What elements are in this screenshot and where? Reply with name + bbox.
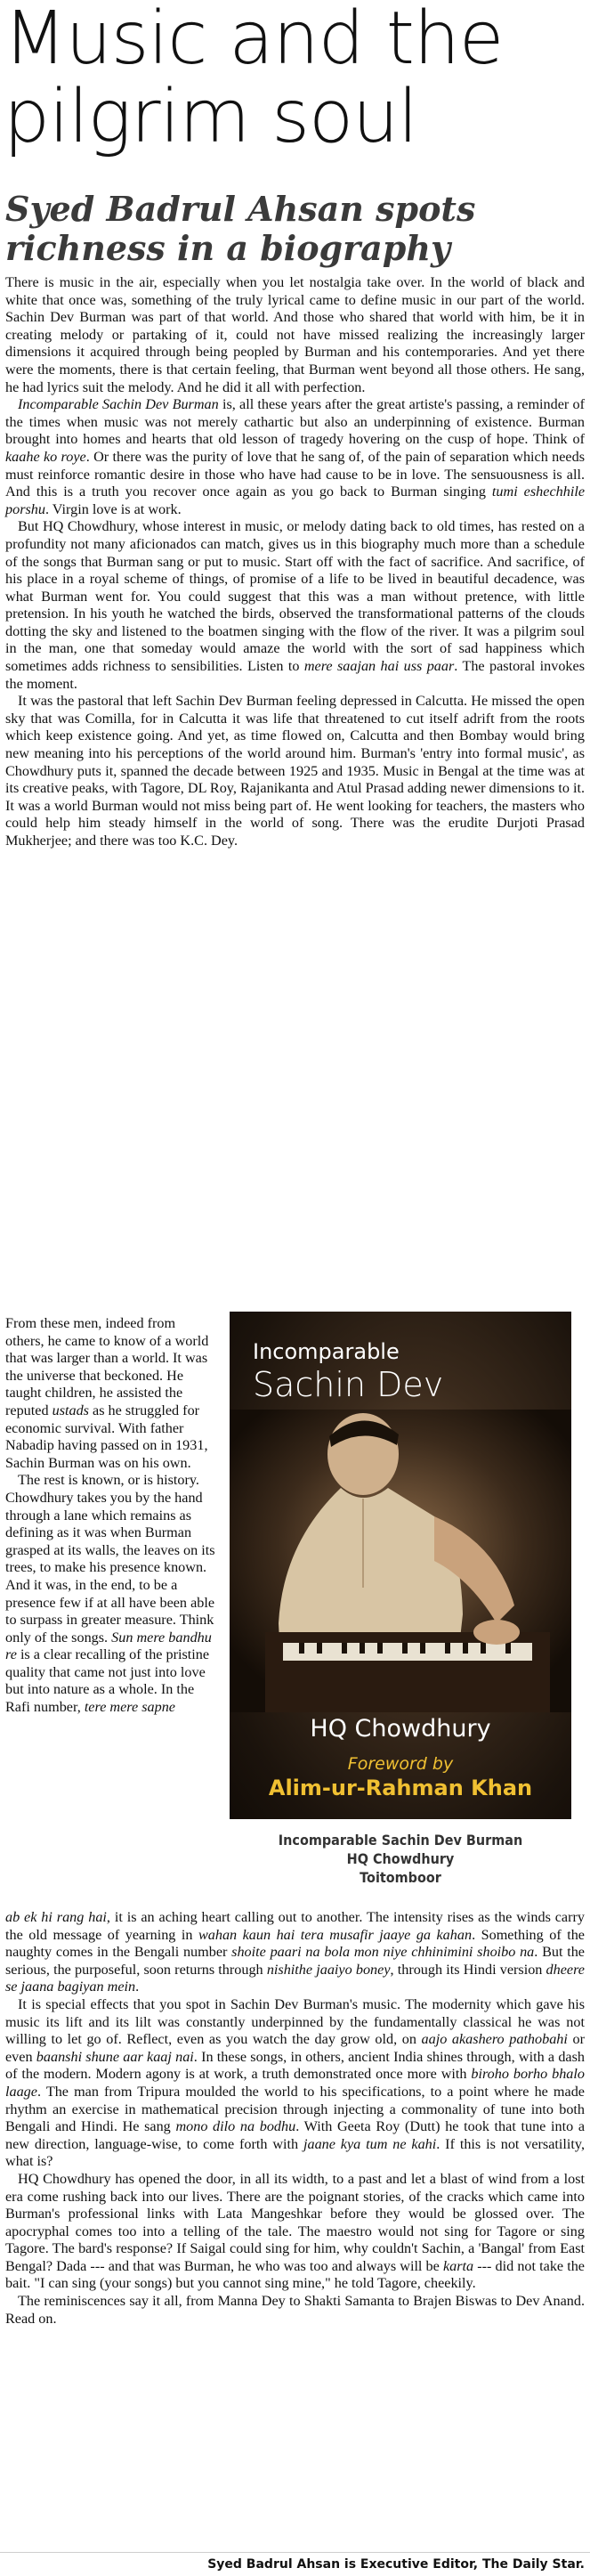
subhead-line-2: richness in a biography <box>5 228 451 268</box>
paragraph-6-text-c: . In these songs, in others, ancient India shines through, with a dash of the modern. Modern agony is at work, a truth demonstrated once more with <box>5 2048 585 2083</box>
paragraph-4: It was the pastoral that left Sachin Dev Burman feeling depressed in Calcutta. He missed the open sky that was Comilla, for in Calcutta it was life that threatened to cut itself adrift from the roots which keep existence going. And yet, as time flowed on, Calcutta and then Bombay would bring new meaning into his perceptions of the world around him. Burman's 'entry into formal music', as Chowdhury puts it, spanned the decade between 1925 and 1935. Music in Bengal at the time was at its creative peaks, with Tagore, DL Roy, Rajanikanta and Atul Prasad adding newer dimensions to it. It was a world Burman would not miss being part of. He went looking for teachers, the masters who could help him steady himself in the world of song. There was the erudite Durjoti Prasad Mukherjee; and there was too K.C. Dey. <box>5 693 586 849</box>
book-cover-author: HQ Chowdhury <box>310 1715 491 1743</box>
book-cover-title-line-2: Sachin Dev <box>253 1365 444 1404</box>
paragraph-5-text-c: . But the serious, the purposeful, soon returns through <box>5 1944 585 1978</box>
paragraph-6-text-b: or even <box>5 2031 585 2065</box>
song-title: nishithe jaaiyo boney <box>266 1961 391 1978</box>
book-cover-foreword-label: Foreword by <box>347 1754 454 1774</box>
subheadline <box>5 190 575 268</box>
term-italic: ustads <box>52 1402 89 1418</box>
paragraph-7-text-b: --- did not take the bait. "I can sing (your songs) but you cannot sing mine," he told Tagore, cheekily. <box>5 2257 585 2292</box>
author-credit: Syed Badrul Ahsan is Executive Editor, The Daily Star. <box>207 2557 585 2572</box>
song-title: tumi eshechhile porshu <box>5 484 585 517</box>
column-paragraph-1-text-b: as he struggled for economic survival. With father Nabadip having passed on in 1931, Sachin Burman was on his own. <box>5 1402 208 1471</box>
paragraph-2 <box>5 396 585 518</box>
column-paragraph-2-text-a: The rest is known, or is history. Chowdhury takes you by the hand through a lane which remains as defining as it was when Burman grasped at its walls, the leaves on its trees, to make his presence known. And it was, in the end, to be a presence few if at all have been able to surpass in greater measure. Think only of the songs. <box>5 1472 215 1646</box>
column-paragraph-2 <box>5 1472 217 1716</box>
column-paragraph-1 <box>5 1315 217 1472</box>
caption-author: HQ Chowdhury <box>346 1850 455 1867</box>
song-title: jaane kya tum ne kahi <box>303 2135 437 2152</box>
book-cover-foreword-name: Alim-ur-Rahman Khan <box>268 1776 533 1800</box>
paragraph-3-text-a: But HQ Chowdhury, whose interest in music, or melody dating back to old times, has rested on a profundity not many aficionados can match, gives us in this biography much more than a schedule of the songs that Burman sang or put to music. Start off with the fact of sacrifice. And sacrifice, of his place in a royal scheme of things, of promise of a life to be lived in beautiful decadence, was what Burman went for. You could suggest that this was a man without pretence, with little pretension. In his youth he watched the birds, observed the transformational patterns of the clouds dotting the sky and listened to the boatmen singing with the flow of the river. It was a pilgrim soul in the man, one that someday would amaze the world with the sort of sad happiness which sometimes adds richness to sensibilities. Listen to <box>5 518 585 675</box>
paragraph-2-text-c: . Virgin love is at work. <box>44 500 182 517</box>
column-paragraph-2-text-b: is a clear recalling of the pristine quality that came not just into love but into nature as a whole. In the Rafi number, <box>5 1646 210 1716</box>
paragraph-7-text-a: HQ Chowdhury has opened the door, in all its width, to a past and let a blast of wind from a lost era come rushing back into our lives. There are the poignant stories, of the cracks which came into Burman's professional links with Lata Mangeshkar before they would be glossed over. The apocryphal comes too into a telling of the tale. The maestro would not sing for Tagore or sing Tagore. The bard's response? If Saigal could sing for him, why couldn't Sachin, a 'Bangal' from East Bengal? Dada --- and that was Burman, he who was too and always will be <box>5 2170 585 2274</box>
caption-title: Incomparable Sachin Dev Burman <box>278 1832 523 1849</box>
song-title: biroho borho bhalo laage <box>5 2066 585 2100</box>
paragraph-5-text-b: . Something of the naughty comes in the Bengali number <box>5 1926 585 1961</box>
caption-publisher: Toitomboor <box>360 1869 441 1886</box>
paragraph-3-text-b: . The pastoral invokes the moment. <box>5 658 585 692</box>
paragraph-5-text-d: , through its Hindi version <box>390 1961 546 1978</box>
song-title: tere mere sapne <box>84 1699 175 1716</box>
paragraph-6-text-d: . The man from Tripura moulded the world to his specifications, to a point where he made rhythm an exercise in mathematical precision through injecting a commonality of tune into both Bengali and Hindi. He sang <box>5 2083 585 2135</box>
paragraph-6 <box>5 1996 585 2171</box>
song-title: shoite paari na bola mon niye chhinimini shoibo na <box>231 1944 535 1961</box>
column-paragraph-1-text-a: From these men, indeed from others, he came to know of a world that was larger than a world. It was the universe that beckoned. He taught children, he assisted the reputed <box>5 1315 209 1418</box>
song-title: baanshi shune aar kaaj nai <box>36 2048 194 2065</box>
paragraph-5-text-a: , it is an aching heart calling out to another. The intensity rises as the winds carry the old message of yearning in <box>5 1909 585 1943</box>
article-body-top <box>5 274 585 850</box>
term-italic: karta <box>442 2257 474 2274</box>
headline <box>4 0 586 157</box>
paragraph-6-text-f: . If this is not versatility, what is? <box>5 2135 585 2170</box>
headline-line-1: Music and the <box>4 0 504 81</box>
paragraph-1: There is music in the air, especially when you let nostalgia take over. In the world of black and white that once was, something of the truly lyrical came to define music in our part of the world. Sachin Dev Burman was part of that world. And those who shared that world with him, be it in creating melody or partaking of it, could not have missed realizing the increasingly larger dimensions it acquired through being peopled by Burman and his contemporaries. And yet there were the moments, there is that certain feeling, that Burman went beyond all those others. He sang, he had lyrics suit the melody. And he did it all with perfection. <box>5 274 585 395</box>
song-title: kaahe ko roye <box>5 448 86 465</box>
paragraph-5-text-e: . <box>135 1979 140 1995</box>
paragraph-3 <box>5 518 585 693</box>
book-title-italic: Incomparable Sachin Dev Burman <box>18 396 219 413</box>
book-cover-image <box>230 1312 571 1819</box>
subhead-line-1: Syed Badrul Ahsan spots <box>5 189 476 229</box>
paragraph-5 <box>5 1909 585 1996</box>
paragraph-2-text-b: . Or there was the purity of love that he sang of, of the pain of separation which needs must reinforce romantic desire in those who have had cause to be in love. The sensuousness is all. And this is a truth you recover once again as you go back to Burman singing <box>5 448 586 500</box>
song-title: wahan kaun hai tera musafir jaaye ga kahan <box>198 1926 473 1943</box>
portrait-photo <box>230 1410 571 1712</box>
paragraph-6-text-a: It is special effects that you spot in Sachin Dev Burman's music. The modernity which gave his music its lift and its lilt was constantly underpinned by the fundamentally classical he was not willing to let go of. Reflect, even as you watch the day grow old, on <box>5 1995 585 2048</box>
paragraph-2-text-a: is, all these years after the great artiste's passing, a reminder of the times when music was not merely cathartic but also an underpinning of existence. Burman brought into homes and hearts that old lesson of tragedy hovering on the cusp of hope. Think of <box>5 396 585 448</box>
paragraph-6-text-e: . With Geeta Roy (Dutt) he took that tune into a new direction, language-wise, to come forth with <box>5 2118 586 2152</box>
article-body-column <box>5 1315 217 1717</box>
book-caption <box>247 1831 554 1887</box>
song-title: ab ek hi rang hai <box>5 1909 107 1925</box>
song-title: mono dilo na bodhu <box>175 2118 296 2135</box>
article-body-bottom <box>5 1909 585 2328</box>
paragraph-7 <box>5 2171 585 2293</box>
song-title: Sun mere bandhu re <box>5 1629 212 1663</box>
song-title: mere saajan hai uss paar <box>303 658 455 675</box>
paragraph-8: The reminiscences say it all, from Manna Dey to Shakti Samanta to Brajen Biswas to Dev Anand. Read on. <box>5 2293 585 2327</box>
footer-divider <box>0 2552 590 2553</box>
headline-line-2: pilgrim soul <box>4 75 417 159</box>
song-title: aajo akashero pathobahi <box>421 2031 568 2048</box>
song-title: dheere se jaana bagiyan mein <box>5 1961 585 1995</box>
book-cover-title-line-1: Incomparable <box>253 1339 400 1364</box>
